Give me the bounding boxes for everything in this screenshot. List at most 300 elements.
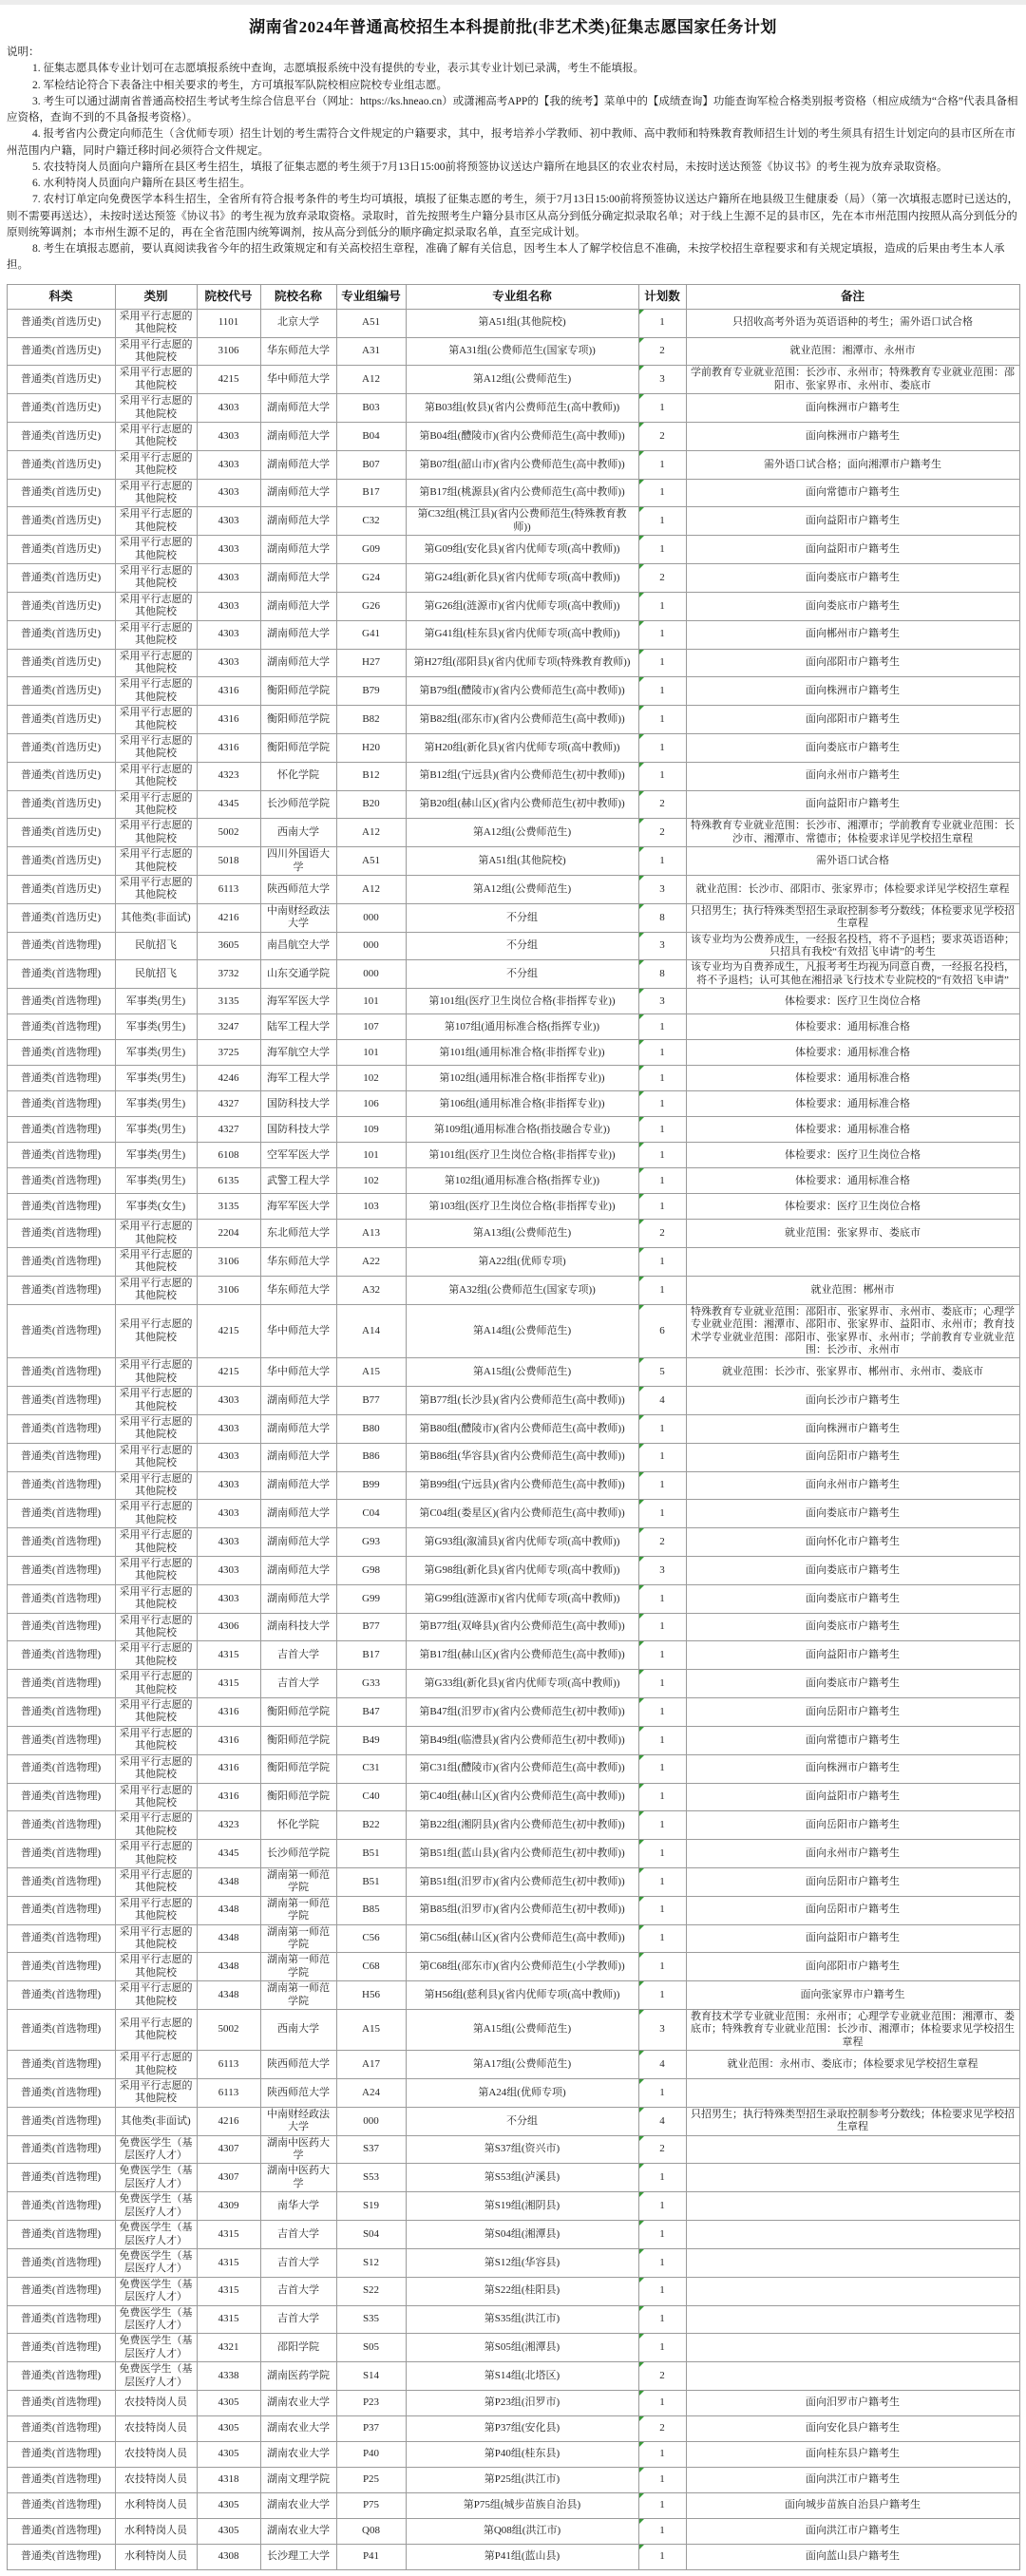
cell-college-name: 西南大学	[260, 819, 336, 847]
table-row	[7, 677, 1019, 706]
cell-subject-category: 普通类(首选物理)	[7, 1698, 115, 1727]
cell-category: 采用平行志愿的其他院校	[115, 1358, 197, 1387]
cell-group-code: P25	[336, 2467, 406, 2492]
cell-group-code: A12	[336, 819, 406, 847]
cell-college-code: 4327	[197, 1117, 260, 1143]
cell-group-name: 第P23组(汨罗市)	[406, 2390, 638, 2415]
cell-subject-category: 普通类(首选物理)	[7, 2164, 115, 2192]
cell-subject-category: 普通类(首选物理)	[7, 1014, 115, 1040]
cell-plan-count: 1	[638, 2492, 686, 2518]
cell-plan-count: 1	[638, 733, 686, 762]
cell-plan-count: 1	[638, 2221, 686, 2249]
cell-plan-count: 1	[638, 1754, 686, 1783]
cell-category: 农技特岗人员	[115, 2467, 197, 2492]
cell-remarks: 面向长沙市户籍考生	[686, 1387, 1019, 1415]
cell-college-name: 湖南农业大学	[260, 2441, 336, 2467]
cell-subject-category: 普通类(首选物理)	[7, 1414, 115, 1443]
cell-group-name: 第A51组(其他院校)	[406, 847, 638, 876]
cell-college-code: 6135	[197, 1168, 260, 1194]
table-row	[7, 1248, 1019, 1277]
table-row	[7, 2192, 1019, 2221]
cell-subject-category: 普通类(首选物理)	[7, 2518, 115, 2544]
notes-list	[7, 61, 1020, 274]
cell-group-code: 102	[336, 1168, 406, 1194]
cell-subject-category: 普通类(首选物理)	[7, 1613, 115, 1641]
cell-group-code: P40	[336, 2441, 406, 2467]
cell-remarks: 面向岳阳市户籍考生	[686, 1698, 1019, 1727]
cell-group-code: B07	[336, 450, 406, 479]
cell-remarks: 体检要求：通用标准合格	[686, 1014, 1019, 1040]
note-item: 1. 征集志愿具体专业计划可在志愿填报系统中查询，志愿填报系统中没有提供的专业，表示其专业计划已录满，考生不能填报。	[32, 63, 644, 75]
cell-college-name: 湖南师范大学	[260, 564, 336, 593]
cell-category: 采用平行志愿的其他院校	[115, 2010, 197, 2051]
cell-college-code: 4308	[197, 2544, 260, 2569]
table-row	[7, 733, 1019, 762]
cell-college-code: 4305	[197, 2415, 260, 2441]
cell-college-code: 4303	[197, 564, 260, 593]
cell-college-name: 南昌航空大学	[260, 932, 336, 960]
table-row	[7, 1641, 1019, 1670]
cell-remarks: 面向株洲市户籍考生	[686, 1414, 1019, 1443]
cell-subject-category: 普通类(首选物理)	[7, 2334, 115, 2362]
cell-college-name: 湖南农业大学	[260, 2492, 336, 2518]
cell-group-name: 第A12组(公费师范生)	[406, 366, 638, 394]
cell-college-name: 湖南师范大学	[260, 1557, 336, 1585]
cell-plan-count: 2	[638, 564, 686, 593]
cell-subject-category: 普通类(首选物理)	[7, 1304, 115, 1358]
cell-plan-count: 1	[638, 1811, 686, 1840]
table-row	[7, 1867, 1019, 1896]
cell-category: 采用平行志愿的其他院校	[115, 620, 197, 649]
cell-college-name: 湖南师范大学	[260, 649, 336, 677]
cell-group-code: S04	[336, 2221, 406, 2249]
cell-remarks: 面向岳阳市户籍考生	[686, 1867, 1019, 1896]
cell-subject-category: 普通类(首选物理)	[7, 1248, 115, 1277]
cell-plan-count: 1	[638, 1981, 686, 2010]
cell-group-code: S53	[336, 2164, 406, 2192]
cell-group-name: 第P75组(城步苗族自治县)	[406, 2492, 638, 2518]
cell-plan-count: 2	[638, 2362, 686, 2391]
table-row	[7, 2441, 1019, 2467]
cell-subject-category: 普通类(首选物理)	[7, 2010, 115, 2051]
cell-college-code: 5002	[197, 819, 260, 847]
cell-group-name: 第A17组(公费师范生)	[406, 2051, 638, 2079]
cell-college-name: 怀化学院	[260, 1811, 336, 1840]
cell-group-code: G09	[336, 536, 406, 564]
table-row	[7, 649, 1019, 677]
cell-category: 采用平行志愿的其他院校	[115, 1443, 197, 1471]
cell-group-code: S35	[336, 2305, 406, 2334]
cell-category: 采用平行志愿的其他院校	[115, 762, 197, 790]
cell-group-code: A22	[336, 1248, 406, 1277]
table-row	[7, 1840, 1019, 1868]
table-row	[7, 2079, 1019, 2108]
cell-college-name: 吉首大学	[260, 2248, 336, 2277]
table-row	[7, 479, 1019, 507]
table-row	[7, 1168, 1019, 1194]
cell-plan-count: 1	[638, 1248, 686, 1277]
table-row	[7, 1220, 1019, 1248]
cell-subject-category: 普通类(首选物理)	[7, 1840, 115, 1868]
table-row	[7, 450, 1019, 479]
cell-subject-category: 普通类(首选物理)	[7, 2467, 115, 2492]
cell-plan-count: 8	[638, 903, 686, 932]
cell-subject-category: 普通类(首选历史)	[7, 507, 115, 536]
cell-college-code: 4321	[197, 2334, 260, 2362]
cell-category: 军事类(男生)	[115, 1091, 197, 1117]
cell-plan-count: 1	[638, 592, 686, 620]
cell-subject-category: 普通类(首选物理)	[7, 2544, 115, 2569]
cell-college-code: 4305	[197, 2492, 260, 2518]
cell-category: 免费医学生（基层医疗人才）	[115, 2334, 197, 2362]
cell-college-name: 长沙师范学院	[260, 1840, 336, 1868]
cell-remarks: 面向永州市户籍考生	[686, 1840, 1019, 1868]
cell-college-name: 湖南第一师范学院	[260, 1867, 336, 1896]
cell-remarks: 面向郴州市户籍考生	[686, 620, 1019, 649]
cell-college-code: 4348	[197, 1896, 260, 1924]
cell-remarks: 只招男生；执行特殊类型招生录取控制参考分数线；体检要求见学校招生章程	[686, 903, 1019, 932]
cell-plan-count: 1	[638, 1867, 686, 1896]
cell-subject-category: 普通类(首选物理)	[7, 1220, 115, 1248]
cell-category: 采用平行志愿的其他院校	[115, 564, 197, 593]
table-row	[7, 762, 1019, 790]
cell-group-name: 第B22组(湘阴县)(省内公费师范生(初中教师))	[406, 1811, 638, 1840]
cell-college-code: 4246	[197, 1066, 260, 1091]
cell-subject-category: 普通类(首选历史)	[7, 790, 115, 819]
cell-college-code: 4305	[197, 2390, 260, 2415]
cell-college-name: 华东师范大学	[260, 1276, 336, 1304]
cell-category: 军事类(男生)	[115, 1066, 197, 1091]
cell-category: 采用平行志愿的其他院校	[115, 1641, 197, 1670]
cell-college-name: 衡阳师范学院	[260, 1754, 336, 1783]
cell-group-code: H20	[336, 733, 406, 762]
cell-category: 采用平行志愿的其他院校	[115, 1754, 197, 1783]
cell-plan-count: 2	[638, 790, 686, 819]
cell-plan-count: 1	[638, 2164, 686, 2192]
cell-group-name: 第B77组(长沙县)(省内公费师范生(高中教师))	[406, 1387, 638, 1415]
cell-college-name: 华东师范大学	[260, 1248, 336, 1277]
table-row	[7, 1471, 1019, 1500]
cell-college-name: 湖南第一师范学院	[260, 1953, 336, 1981]
cell-college-name: 北京大学	[260, 309, 336, 337]
cell-subject-category: 普通类(首选历史)	[7, 706, 115, 734]
table-row	[7, 819, 1019, 847]
cell-plan-count: 1	[638, 1698, 686, 1727]
cell-group-name: 第A12组(公费师范生)	[406, 876, 638, 904]
cell-plan-count: 1	[638, 1500, 686, 1528]
cell-remarks: 只招男生；执行特殊类型招生录取控制参考分数线；体检要求见学校招生章程	[686, 2107, 1019, 2135]
cell-group-code: B20	[336, 790, 406, 819]
cell-college-code: 3732	[197, 960, 260, 989]
cell-category: 采用平行志愿的其他院校	[115, 1414, 197, 1443]
cell-group-name: 第G09组(安化县)(省内优师专项(高中教师))	[406, 536, 638, 564]
cell-remarks: 就业范围：长沙市、张家界市、郴州市、永州市、娄底市	[686, 1358, 1019, 1387]
cell-group-code: S14	[336, 2362, 406, 2391]
table-row	[7, 2334, 1019, 2362]
cell-group-code: B79	[336, 677, 406, 706]
cell-category: 采用平行志愿的其他院校	[115, 2079, 197, 2108]
cell-remarks: 面向娄底市户籍考生	[686, 1557, 1019, 1585]
cell-group-name: 第A24组(优师专项)	[406, 2079, 638, 2108]
cell-college-code: 4323	[197, 1811, 260, 1840]
cell-category: 采用平行志愿的其他院校	[115, 790, 197, 819]
cell-plan-count: 1	[638, 1584, 686, 1613]
cell-group-code: B04	[336, 423, 406, 451]
cell-college-name: 海军工程大学	[260, 1066, 336, 1091]
cell-group-code: B99	[336, 1471, 406, 1500]
cell-college-name: 西南大学	[260, 2010, 336, 2051]
cell-plan-count: 1	[638, 762, 686, 790]
cell-plan-count: 1	[638, 2441, 686, 2467]
cell-category: 民航招飞	[115, 960, 197, 989]
cell-remarks: 特殊教育专业就业范围：邵阳市、张家界市、永州市、娄底市；心理学专业就业范围：湘潭市、邵阳市、张家界市、益阳市、永州市；教育技术学专业就业范围：邵阳市、张家界市、永州市；学前教育专业就业范围：长沙市、永州市	[686, 1304, 1019, 1358]
cell-group-code: A12	[336, 876, 406, 904]
cell-group-name: 第P41组(蓝山县)	[406, 2544, 638, 2569]
plan-table	[7, 284, 1020, 2570]
cell-college-name: 湖南第一师范学院	[260, 1896, 336, 1924]
cell-college-name: 吉首大学	[260, 1670, 336, 1698]
cell-group-code: B49	[336, 1726, 406, 1754]
cell-remarks: 面向洪江市户籍考生	[686, 2467, 1019, 2492]
cell-category: 采用平行志愿的其他院校	[115, 649, 197, 677]
cell-remarks: 需外语口试合格	[686, 847, 1019, 876]
table-row	[7, 2248, 1019, 2277]
cell-college-name: 陕西师范大学	[260, 2051, 336, 2079]
cell-plan-count: 1	[638, 1117, 686, 1143]
cell-group-code: A14	[336, 1304, 406, 1358]
cell-plan-count: 1	[638, 2518, 686, 2544]
cell-college-name: 邵阳学院	[260, 2334, 336, 2362]
cell-plan-count: 1	[638, 394, 686, 423]
cell-group-code: A51	[336, 847, 406, 876]
cell-group-code: B86	[336, 1443, 406, 1471]
cell-college-code: 1101	[197, 309, 260, 337]
table-body	[7, 309, 1019, 2569]
cell-group-name: 第G98组(新化县)(省内优师专项(高中教师))	[406, 1557, 638, 1585]
cell-group-name: 第C32组(桃江县)(省内公费师范生(特殊教育教师))	[406, 507, 638, 536]
cell-group-name: 第102组(通用标准合格(指挥专业))	[406, 1168, 638, 1194]
cell-group-name: 第P25组(洪江市)	[406, 2467, 638, 2492]
cell-category: 采用平行志愿的其他院校	[115, 677, 197, 706]
cell-plan-count: 1	[638, 536, 686, 564]
table-row	[7, 903, 1019, 932]
cell-group-name: 不分组	[406, 903, 638, 932]
cell-plan-count: 1	[638, 649, 686, 677]
cell-category: 采用平行志愿的其他院校	[115, 1500, 197, 1528]
cell-college-code: 4303	[197, 649, 260, 677]
cell-college-code: 4338	[197, 2362, 260, 2391]
table-row	[7, 706, 1019, 734]
cell-subject-category: 普通类(首选物理)	[7, 2135, 115, 2164]
cell-plan-count: 8	[638, 960, 686, 989]
cell-group-name: 第S22组(桂阳县)	[406, 2277, 638, 2305]
cell-group-code: A51	[336, 309, 406, 337]
cell-plan-count: 1	[638, 1168, 686, 1194]
cell-plan-count: 2	[638, 2415, 686, 2441]
cell-plan-count: 2	[638, 337, 686, 366]
table-row	[7, 1557, 1019, 1585]
cell-group-name: 第B82组(邵东市)(省内公费师范生(高中教师))	[406, 706, 638, 734]
cell-group-name: 第S04组(湘潭县)	[406, 2221, 638, 2249]
table-row	[7, 2467, 1019, 2492]
cell-subject-category: 普通类(首选物理)	[7, 989, 115, 1014]
table-row	[7, 536, 1019, 564]
cell-plan-count: 4	[638, 1387, 686, 1415]
cell-group-code: A12	[336, 366, 406, 394]
cell-college-name: 湖南第一师范学院	[260, 1981, 336, 2010]
cell-plan-count: 1	[638, 847, 686, 876]
cell-remarks: 面向洪江市户籍考生	[686, 2518, 1019, 2544]
cell-remarks: 体检要求：医疗卫生岗位合格	[686, 989, 1019, 1014]
cell-category: 农技特岗人员	[115, 2441, 197, 2467]
cell-subject-category: 普通类(首选物理)	[7, 1091, 115, 1117]
cell-college-name: 湖南师范大学	[260, 1387, 336, 1415]
cell-remarks: 面向怀化市户籍考生	[686, 1528, 1019, 1557]
cell-group-name: 第B85组(汨罗市)(省内公费师范生(初中教师))	[406, 1896, 638, 1924]
cell-remarks: 面向永州市户籍考生	[686, 1471, 1019, 1500]
cell-college-code: 3725	[197, 1040, 260, 1066]
cell-category: 采用平行志愿的其他院校	[115, 1276, 197, 1304]
cell-college-name: 湖南医药学院	[260, 2362, 336, 2391]
cell-group-name: 第S35组(洪江市)	[406, 2305, 638, 2334]
cell-group-name: 第101组(医疗卫生岗位合格(非指挥专业))	[406, 989, 638, 1014]
table-row	[7, 2362, 1019, 2391]
table-row	[7, 366, 1019, 394]
cell-remarks: 面向邵阳市户籍考生	[686, 1953, 1019, 1981]
cell-group-name: 第P37组(安化县)	[406, 2415, 638, 2441]
cell-college-name: 湖南师范大学	[260, 507, 336, 536]
table-row	[7, 1528, 1019, 1557]
cell-college-name: 陆军工程大学	[260, 1014, 336, 1040]
column-header-remarks: 备注	[686, 284, 1019, 309]
cell-remarks	[686, 2164, 1019, 2192]
cell-subject-category: 普通类(首选物理)	[7, 1811, 115, 1840]
cell-subject-category: 普通类(首选物理)	[7, 1194, 115, 1220]
cell-category: 免费医学生（基层医疗人才）	[115, 2164, 197, 2192]
cell-college-code: 4348	[197, 1981, 260, 2010]
column-header-college-code: 院校代号	[197, 284, 260, 309]
table-row	[7, 394, 1019, 423]
cell-college-code: 4305	[197, 2441, 260, 2467]
cell-category: 采用平行志愿的其他院校	[115, 309, 197, 337]
cell-college-name: 湖南师范大学	[260, 1584, 336, 1613]
cell-group-name: 第107组(通用标准合格(指挥专业))	[406, 1014, 638, 1040]
cell-category: 采用平行志愿的其他院校	[115, 1220, 197, 1248]
cell-college-name: 湖南师范大学	[260, 1471, 336, 1500]
notes-label: 说明：	[7, 47, 40, 58]
cell-group-code: A13	[336, 1220, 406, 1248]
cell-group-name: 第S19组(湘阴县)	[406, 2192, 638, 2221]
cell-plan-count: 5	[638, 1358, 686, 1387]
cell-remarks: 教育技术学专业就业范围：永州市；心理学专业就业范围：湘潭市、娄底市；特殊教育专业就业范围：长沙市、湘潭市；体检要求见学校招生章程	[686, 2010, 1019, 2051]
cell-subject-category: 普通类(首选历史)	[7, 450, 115, 479]
cell-remarks: 面向邵阳市户籍考生	[686, 706, 1019, 734]
cell-plan-count: 1	[638, 1613, 686, 1641]
cell-subject-category: 普通类(首选物理)	[7, 960, 115, 989]
cell-remarks	[686, 2221, 1019, 2249]
cell-group-name: 第C04组(娄星区)(省内公费师范生(高中教师))	[406, 1500, 638, 1528]
cell-college-code: 4327	[197, 1091, 260, 1117]
cell-remarks: 体检要求：通用标准合格	[686, 1040, 1019, 1066]
table-row	[7, 1584, 1019, 1613]
cell-group-code: A24	[336, 2079, 406, 2108]
table-row	[7, 1443, 1019, 1471]
cell-subject-category: 普通类(首选物理)	[7, 1754, 115, 1783]
table-row	[7, 847, 1019, 876]
cell-remarks	[686, 1248, 1019, 1277]
cell-remarks: 只招收高考外语为英语语种的考生；需外语口试合格	[686, 309, 1019, 337]
cell-group-name: 第109组(通用标准合格(指技融合专业))	[406, 1117, 638, 1143]
cell-remarks: 体检要求：通用标准合格	[686, 1091, 1019, 1117]
cell-college-code: 4307	[197, 2164, 260, 2192]
cell-category: 采用平行志愿的其他院校	[115, 536, 197, 564]
cell-category: 采用平行志愿的其他院校	[115, 337, 197, 366]
table-row	[7, 960, 1019, 989]
cell-remarks: 面向张家界市户籍考生	[686, 1981, 1019, 2010]
cell-college-code: 4303	[197, 1557, 260, 1585]
cell-subject-category: 普通类(首选历史)	[7, 762, 115, 790]
cell-group-code: 102	[336, 1066, 406, 1091]
cell-group-name: 第Q08组(洪江市)	[406, 2518, 638, 2544]
cell-college-name: 湖南农业大学	[260, 2518, 336, 2544]
cell-group-code: 000	[336, 960, 406, 989]
cell-remarks	[686, 2362, 1019, 2391]
cell-plan-count: 1	[638, 2079, 686, 2108]
cell-group-code: G33	[336, 1670, 406, 1698]
cell-college-code: 3106	[197, 337, 260, 366]
cell-subject-category: 普通类(首选物理)	[7, 2107, 115, 2135]
table-row	[7, 1358, 1019, 1387]
page-title: 湖南省2024年普通高校招生本科提前批(非艺术类)征集志愿国家任务计划	[249, 18, 777, 36]
cell-category: 免费医学生（基层医疗人才）	[115, 2277, 197, 2305]
cell-subject-category: 普通类(首选物理)	[7, 2051, 115, 2079]
table-row	[7, 1194, 1019, 1220]
cell-subject-category: 普通类(首选历史)	[7, 337, 115, 366]
table-row	[7, 592, 1019, 620]
cell-group-code: S05	[336, 2334, 406, 2362]
cell-category: 采用平行志愿的其他院校	[115, 592, 197, 620]
cell-plan-count: 2	[638, 819, 686, 847]
cell-plan-count: 6	[638, 1304, 686, 1358]
cell-category: 采用平行志愿的其他院校	[115, 366, 197, 394]
cell-subject-category: 普通类(首选历史)	[7, 309, 115, 337]
cell-group-name: 第101组(医疗卫生岗位合格(非指挥专业))	[406, 1143, 638, 1168]
cell-subject-category: 普通类(首选物理)	[7, 1584, 115, 1613]
cell-category: 采用平行志愿的其他院校	[115, 706, 197, 734]
cell-remarks: 面向娄底市户籍考生	[686, 1670, 1019, 1698]
cell-group-code: G99	[336, 1584, 406, 1613]
cell-subject-category: 普通类(首选物理)	[7, 1924, 115, 1953]
cell-group-name: 第B49组(临澧县)(省内公费师范生(初中教师))	[406, 1726, 638, 1754]
cell-college-code: 4215	[197, 1304, 260, 1358]
cell-remarks: 面向益阳市户籍考生	[686, 507, 1019, 536]
cell-remarks: 面向蓝山县户籍考生	[686, 2544, 1019, 2569]
cell-category: 其他类(非面试)	[115, 903, 197, 932]
cell-plan-count: 3	[638, 989, 686, 1014]
cell-group-code: C32	[336, 507, 406, 536]
table-row	[7, 1276, 1019, 1304]
cell-category: 采用平行志愿的其他院校	[115, 1783, 197, 1811]
cell-group-code: B51	[336, 1867, 406, 1896]
cell-college-code: 4316	[197, 1698, 260, 1727]
cell-category: 采用平行志愿的其他院校	[115, 2051, 197, 2079]
cell-college-name: 湖南中医药大学	[260, 2135, 336, 2164]
cell-college-name: 湖南师范大学	[260, 1443, 336, 1471]
column-header-plan-count: 计划数	[638, 284, 686, 309]
cell-category: 水利特岗人员	[115, 2518, 197, 2544]
cell-college-code: 4315	[197, 1641, 260, 1670]
document-page	[6, 13, 1020, 2570]
